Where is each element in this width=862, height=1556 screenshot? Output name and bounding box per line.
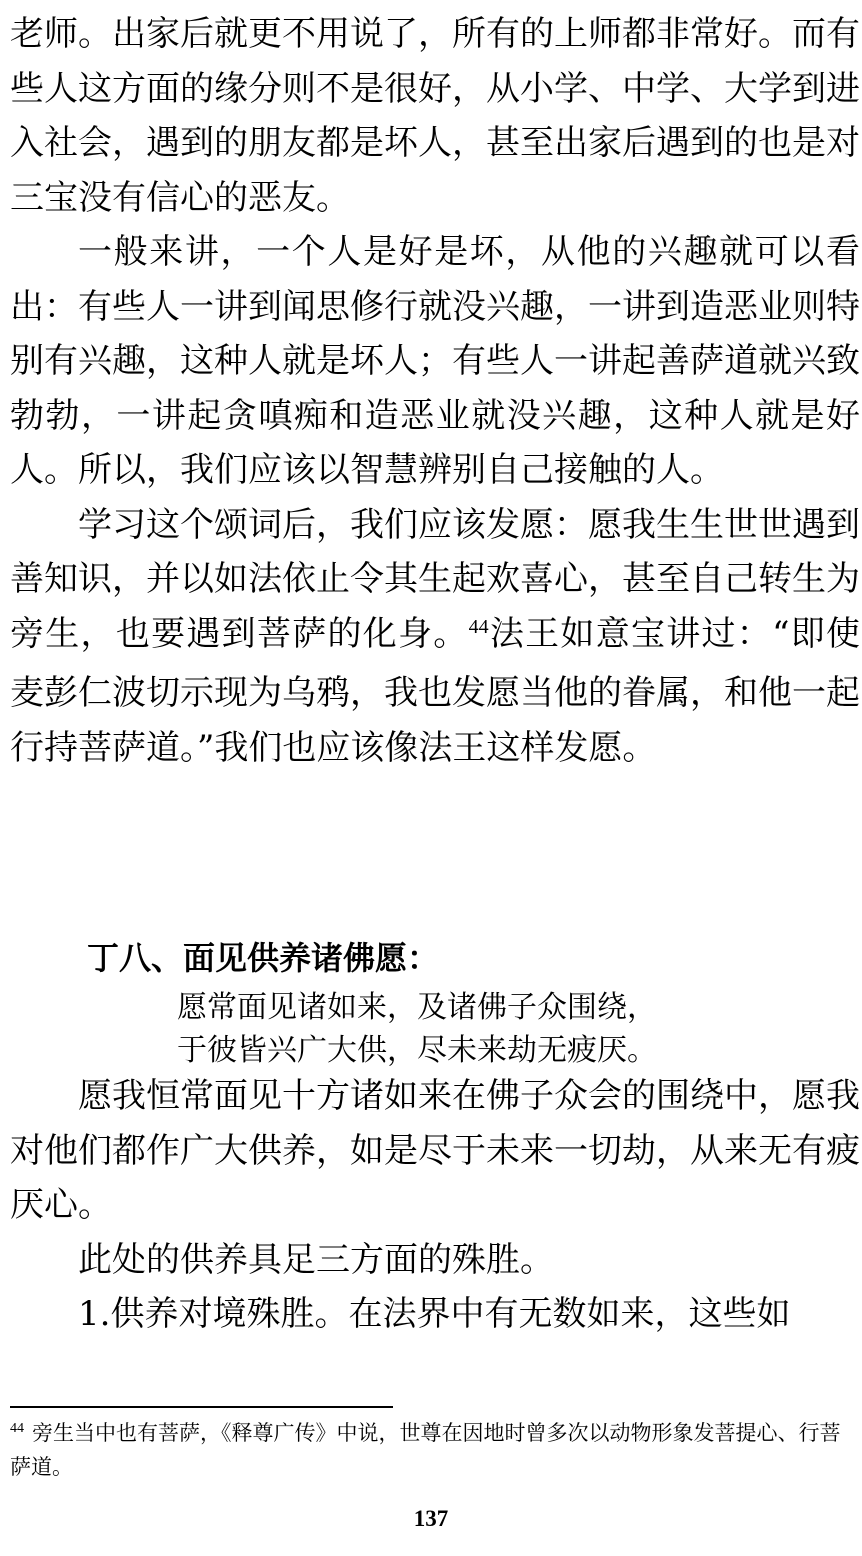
footnote-number: 44 <box>10 1421 24 1436</box>
main-text-top <box>10 7 860 775</box>
verse-line: 于彼皆兴广大供，尽未来劫无疲厌。 <box>177 1033 657 1068</box>
verse-line: 愿常面见诸如来，及诸佛子众围绕， <box>177 990 657 1025</box>
paragraph-point-one: 1.供养对境殊胜。在法界中有无数如来，这些如 <box>78 1294 791 1334</box>
page-number: 137 <box>413 1506 449 1531</box>
footnote-reference: 44 <box>468 615 489 638</box>
paragraph-good-bad-people: 一般来讲，一个人是好是坏，从他的兴趣就可以看出：有些人一讲到闻思修行就没兴趣，一讲到造恶业则特别有兴趣，这种人就是坏人；有些人一讲起善萨道就兴致勃勃，一讲起贪嗔痴和造恶业就没兴趣，这种人就是好人。所以，我们应该以智慧辨别自己接触的人。 <box>10 232 860 490</box>
section-heading: 丁八、面见供养诸佛愿： <box>87 939 440 977</box>
paragraph-continuation: 老师。出家后就更不用说了，所有的上师都非常好。而有些人这方面的缘分则不是很好，从小学、中学、大学到进入社会，遇到的朋友都是坏人，甚至出家后遇到的也是对三宝没有信心的恶友。 <box>10 14 860 218</box>
footnote <box>10 1418 858 1482</box>
footnote-divider <box>10 1406 393 1408</box>
verse-block <box>177 986 657 1072</box>
paragraph-vow <box>10 498 860 776</box>
vow-text-before: 学习这个颂词后，我们应该发愿：愿我生生世世遇到善知识，并以如法依止令其生起欢喜心，甚至自己转生为旁生，也要遇到菩萨的化身。 <box>10 504 860 654</box>
vow-text-after: 法王如意宝讲过：“即使麦彭仁波切示现为乌鸦，我也发愿当他的眷属，和他一起行持菩萨道。”我们也应该像法王这样发愿。 <box>10 613 861 768</box>
footnote-text: 旁生当中也有菩萨，《释尊广传》中说，世尊在因地时曾多次以动物形象发菩提心、行菩萨道。 <box>10 1421 841 1479</box>
main-text-bottom <box>10 1069 860 1342</box>
paragraph-three-aspects: 此处的供养具足三方面的殊胜。 <box>78 1239 554 1280</box>
paragraph-explanation: 愿我恒常面见十方诸如来在佛子众会的围绕中，愿我对他们都作广大供养，如是尽于未来一切劫，从来无有疲厌心。 <box>10 1076 860 1225</box>
